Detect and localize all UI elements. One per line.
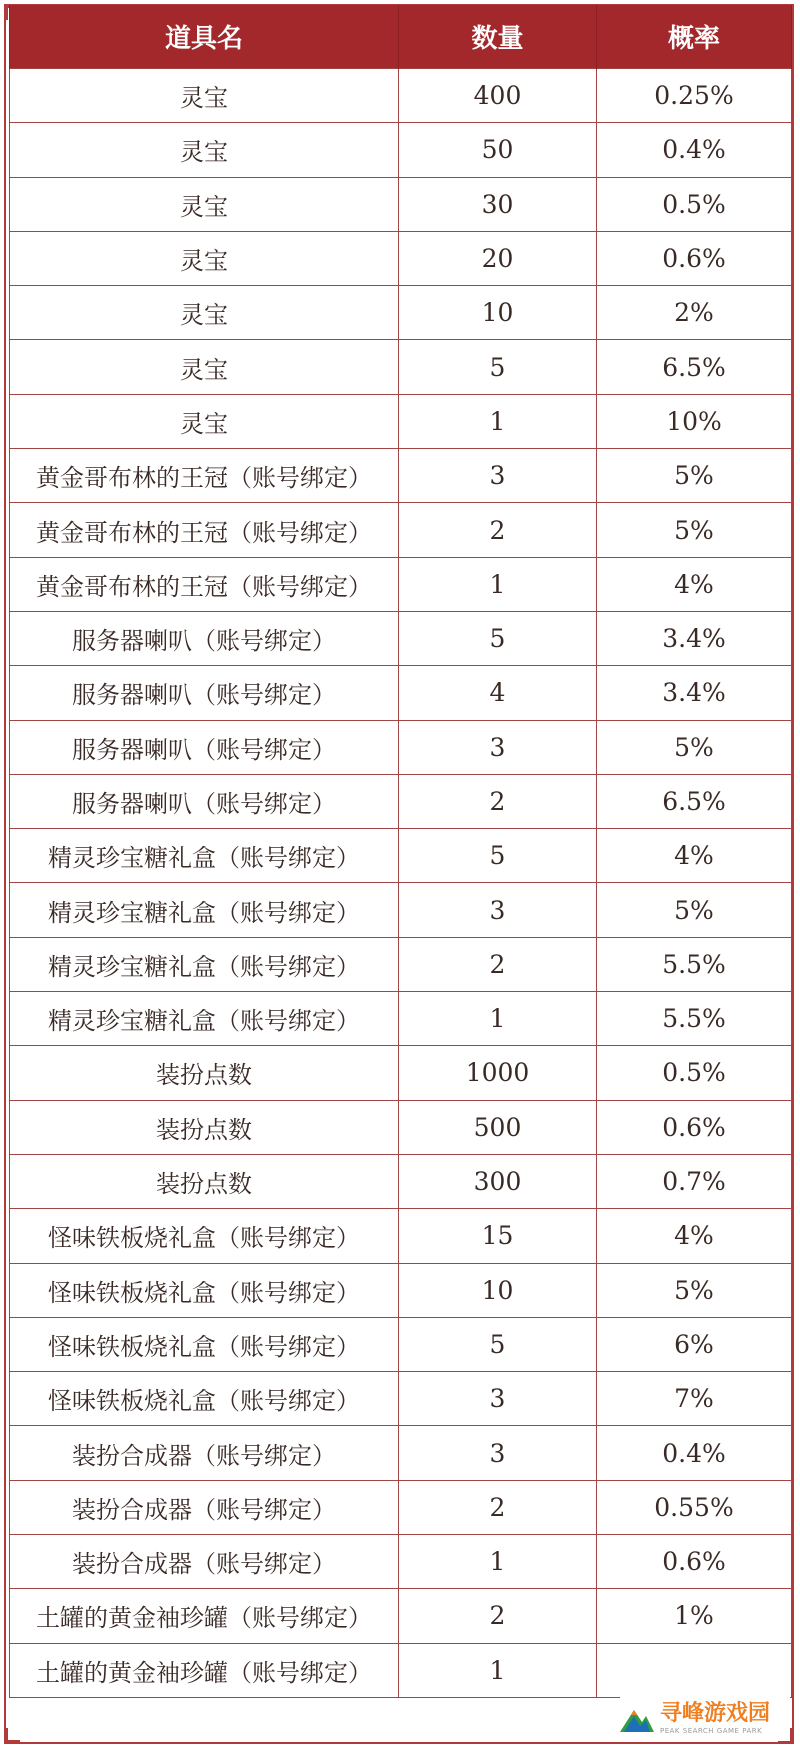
item-name-cell: 灵宝 xyxy=(10,231,399,285)
probability-cell: 0.5% xyxy=(597,177,792,231)
table-row xyxy=(10,503,792,557)
table-row xyxy=(10,1100,792,1154)
item-name-cell: 黄金哥布林的王冠（账号绑定） xyxy=(10,503,399,557)
quantity-cell: 2 xyxy=(399,774,597,828)
table-row xyxy=(10,1480,792,1534)
quantity-cell: 1 xyxy=(399,1535,597,1589)
quantity-cell: 3 xyxy=(399,1426,597,1480)
item-name-cell: 怪味铁板烧礼盒（账号绑定） xyxy=(10,1372,399,1426)
table-row xyxy=(10,1209,792,1263)
item-name-cell: 服务器喇叭（账号绑定） xyxy=(10,720,399,774)
probability-cell: 6.5% xyxy=(597,774,792,828)
table-row xyxy=(10,557,792,611)
table-row xyxy=(10,1263,792,1317)
mountain-logo-icon xyxy=(620,1704,654,1734)
quantity-cell: 5 xyxy=(399,611,597,665)
item-name-cell: 装扮点数 xyxy=(10,1154,399,1208)
quantity-cell: 1 xyxy=(399,992,597,1046)
item-name-cell: 黄金哥布林的王冠（账号绑定） xyxy=(10,557,399,611)
probability-cell: 5% xyxy=(597,720,792,774)
watermark-subtitle: PEAK SEARCH GAME PARK xyxy=(660,1727,763,1735)
item-name-cell: 怪味铁板烧礼盒（账号绑定） xyxy=(10,1263,399,1317)
table-row xyxy=(10,394,792,448)
item-name-cell: 精灵珍宝糖礼盒（账号绑定） xyxy=(10,937,399,991)
probability-cell: 5% xyxy=(597,883,792,937)
probability-cell: 5.5% xyxy=(597,992,792,1046)
quantity-cell: 3 xyxy=(399,449,597,503)
item-name-cell: 灵宝 xyxy=(10,177,399,231)
table-row xyxy=(10,720,792,774)
table-row xyxy=(10,1317,792,1371)
item-name-cell: 服务器喇叭（账号绑定） xyxy=(10,611,399,665)
table-row xyxy=(10,340,792,394)
probability-cell: 5% xyxy=(597,449,792,503)
table-header xyxy=(10,5,792,69)
item-name-cell: 装扮点数 xyxy=(10,1100,399,1154)
item-name-cell: 装扮合成器（账号绑定） xyxy=(10,1426,399,1480)
probability-cell: 4% xyxy=(597,557,792,611)
header-item-name: 道具名 xyxy=(10,5,399,69)
probability-cell: 5.5% xyxy=(597,937,792,991)
table-row xyxy=(10,1426,792,1480)
watermark-title: 寻峰游戏园 xyxy=(660,1701,771,1726)
probability-cell: 4% xyxy=(597,829,792,883)
quantity-cell: 300 xyxy=(399,1154,597,1208)
probability-cell: 6% xyxy=(597,1317,792,1371)
item-name-cell: 服务器喇叭（账号绑定） xyxy=(10,774,399,828)
probability-cell: 0.25% xyxy=(597,69,792,123)
table-row xyxy=(10,177,792,231)
probability-cell: 0.6% xyxy=(597,1535,792,1589)
quantity-cell: 2 xyxy=(399,1480,597,1534)
item-name-cell: 精灵珍宝糖礼盒（账号绑定） xyxy=(10,883,399,937)
quantity-cell: 5 xyxy=(399,1317,597,1371)
table-row xyxy=(10,231,792,285)
quantity-cell: 4 xyxy=(399,666,597,720)
table-row xyxy=(10,1535,792,1589)
item-name-cell: 灵宝 xyxy=(10,394,399,448)
probability-cell: 0.7% xyxy=(597,1154,792,1208)
probability-cell: 1% xyxy=(597,1589,792,1643)
table-row xyxy=(10,123,792,177)
item-name-cell: 土罐的黄金袖珍罐（账号绑定） xyxy=(10,1643,399,1697)
quantity-cell: 10 xyxy=(399,1263,597,1317)
table-row xyxy=(10,1589,792,1643)
table-row xyxy=(10,449,792,503)
quantity-cell: 3 xyxy=(399,720,597,774)
quantity-cell: 1000 xyxy=(399,1046,597,1100)
probability-cell: 4% xyxy=(597,1209,792,1263)
probability-cell: 0.4% xyxy=(597,123,792,177)
header-row xyxy=(10,5,792,69)
table-row xyxy=(10,1154,792,1208)
quantity-cell: 15 xyxy=(399,1209,597,1263)
item-name-cell: 怪味铁板烧礼盒（账号绑定） xyxy=(10,1317,399,1371)
probability-cell: 5% xyxy=(597,503,792,557)
header-quantity: 数量 xyxy=(399,5,597,69)
quantity-cell: 2 xyxy=(399,1589,597,1643)
item-name-cell: 装扮合成器（账号绑定） xyxy=(10,1480,399,1534)
table-row xyxy=(10,883,792,937)
quantity-cell: 3 xyxy=(399,883,597,937)
item-name-cell: 装扮合成器（账号绑定） xyxy=(10,1535,399,1589)
probability-cell: 2% xyxy=(597,286,792,340)
quantity-cell: 500 xyxy=(399,1100,597,1154)
item-name-cell: 怪味铁板烧礼盒（账号绑定） xyxy=(10,1209,399,1263)
quantity-cell: 10 xyxy=(399,286,597,340)
probability-table xyxy=(9,5,792,1698)
table-row xyxy=(10,69,792,123)
quantity-cell: 400 xyxy=(399,69,597,123)
table-row xyxy=(10,286,792,340)
item-name-cell: 黄金哥布林的王冠（账号绑定） xyxy=(10,449,399,503)
quantity-cell: 2 xyxy=(399,503,597,557)
item-name-cell: 服务器喇叭（账号绑定） xyxy=(10,666,399,720)
probability-cell: 3.4% xyxy=(597,666,792,720)
quantity-cell: 5 xyxy=(399,829,597,883)
table-row xyxy=(10,611,792,665)
quantity-cell: 1 xyxy=(399,557,597,611)
table-row xyxy=(10,774,792,828)
frame-corner-ornament xyxy=(6,1728,20,1742)
quantity-cell: 50 xyxy=(399,123,597,177)
probability-cell: 6.5% xyxy=(597,340,792,394)
item-name-cell: 灵宝 xyxy=(10,340,399,394)
table-row xyxy=(10,666,792,720)
watermark xyxy=(620,1697,790,1741)
item-name-cell: 灵宝 xyxy=(10,286,399,340)
item-name-cell: 土罐的黄金袖珍罐（账号绑定） xyxy=(10,1589,399,1643)
quantity-cell: 1 xyxy=(399,1643,597,1697)
item-name-cell: 灵宝 xyxy=(10,123,399,177)
quantity-cell: 1 xyxy=(399,394,597,448)
table-body xyxy=(10,69,792,1698)
probability-cell: 5% xyxy=(597,1263,792,1317)
quantity-cell: 2 xyxy=(399,937,597,991)
probability-cell: 0.5% xyxy=(597,1046,792,1100)
header-probability: 概率 xyxy=(597,5,792,69)
item-name-cell: 灵宝 xyxy=(10,69,399,123)
probability-cell: 3.4% xyxy=(597,611,792,665)
table-row xyxy=(10,829,792,883)
probability-cell: 0.55% xyxy=(597,1480,792,1534)
probability-cell xyxy=(597,1643,792,1697)
quantity-cell: 20 xyxy=(399,231,597,285)
item-name-cell: 精灵珍宝糖礼盒（账号绑定） xyxy=(10,829,399,883)
item-name-cell: 精灵珍宝糖礼盒（账号绑定） xyxy=(10,992,399,1046)
quantity-cell: 3 xyxy=(399,1372,597,1426)
probability-cell: 0.4% xyxy=(597,1426,792,1480)
item-name-cell: 装扮点数 xyxy=(10,1046,399,1100)
table-row xyxy=(10,1046,792,1100)
table-row xyxy=(10,937,792,991)
table-row xyxy=(10,1372,792,1426)
probability-cell: 10% xyxy=(597,394,792,448)
table-row xyxy=(10,1643,792,1697)
table-row xyxy=(10,992,792,1046)
probability-cell: 7% xyxy=(597,1372,792,1426)
quantity-cell: 30 xyxy=(399,177,597,231)
probability-cell: 0.6% xyxy=(597,1100,792,1154)
probability-cell: 0.6% xyxy=(597,231,792,285)
quantity-cell: 5 xyxy=(399,340,597,394)
